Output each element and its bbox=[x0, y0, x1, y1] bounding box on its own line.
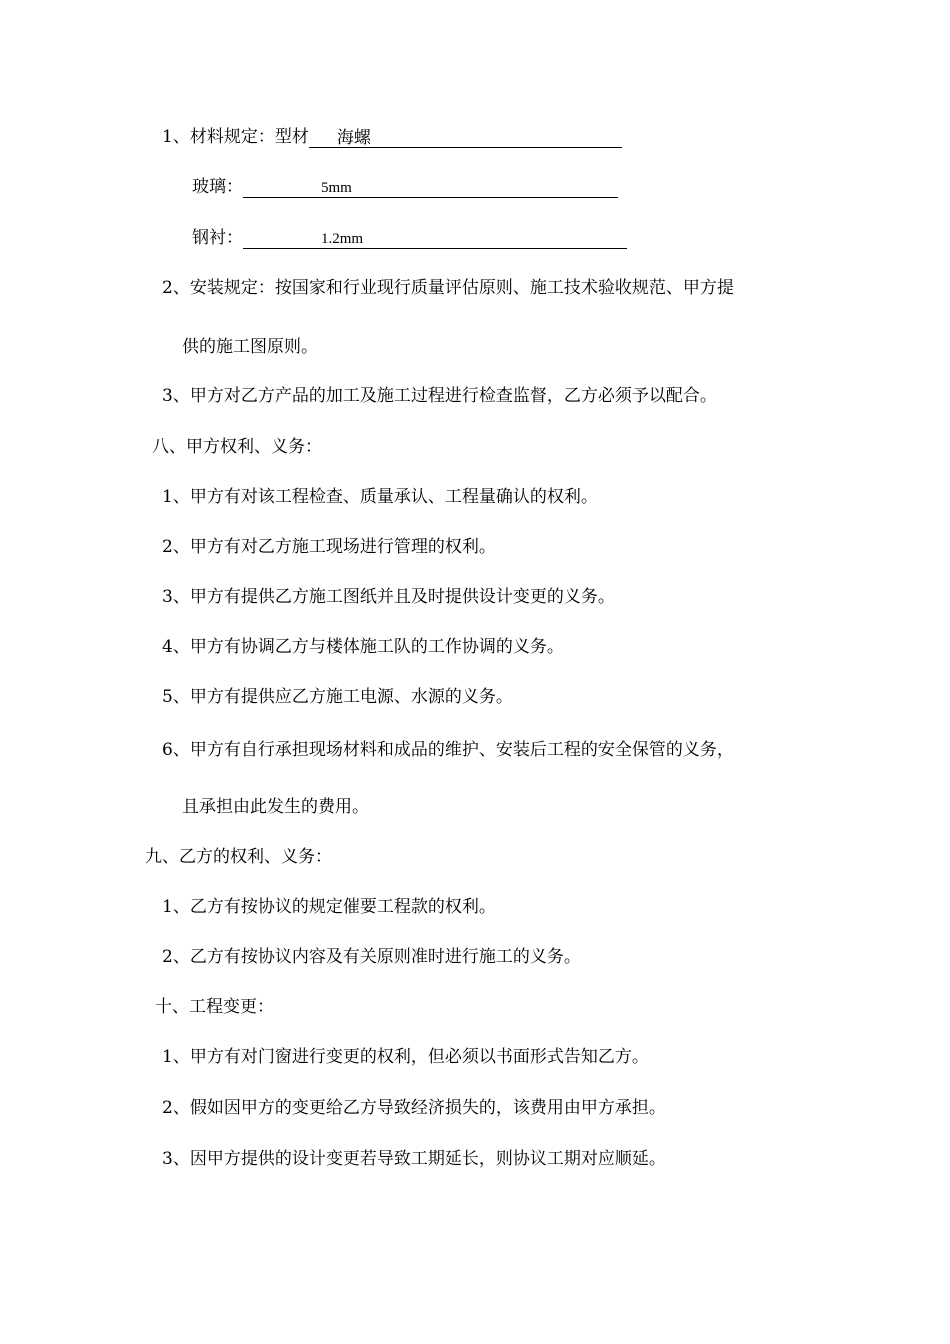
glass-line bbox=[192, 176, 618, 198]
profile-value-field bbox=[309, 127, 622, 148]
section-8-item: 5、甲方有提供应乙方施工电源、水源的义务。 bbox=[162, 687, 513, 707]
glass-label: 玻璃： bbox=[192, 177, 243, 197]
section-8-item: 3、甲方有提供乙方施工图纸并且及时提供设计变更的义务。 bbox=[162, 587, 615, 607]
glass-value-field bbox=[243, 177, 618, 198]
section-9-item: 2、乙方有按协议内容及有关原则准时进行施工的义务。 bbox=[162, 947, 581, 967]
profile-value: 海螺 bbox=[336, 128, 371, 148]
section-10-item: 2、假如因甲方的变更给乙方导致经济损失的，该费用由甲方承担。 bbox=[162, 1098, 666, 1118]
section-8-heading: 八、甲方权利、义务： bbox=[152, 437, 322, 457]
material-line bbox=[162, 126, 622, 148]
steel-value: 1.2mm bbox=[321, 231, 364, 247]
section-9-heading: 九、乙方的权利、义务： bbox=[145, 847, 332, 867]
steel-value-field bbox=[243, 228, 627, 249]
section-8-item: 2、甲方有对乙方施工现场进行管理的权利。 bbox=[162, 537, 496, 557]
section-8-item: 4、甲方有协调乙方与楼体施工队的工作协调的义务。 bbox=[162, 637, 564, 657]
glass-value: 5mm bbox=[321, 180, 352, 196]
install-item-2: 2、安装规定：按国家和行业现行质量评估原则、施工技术验收规范、甲方提 bbox=[162, 278, 734, 298]
section-8-item-6-cont: 且承担由此发生的费用。 bbox=[182, 797, 369, 817]
section-8-item: 6、甲方有自行承担现场材料和成品的维护、安装后工程的安全保管的义务， bbox=[162, 740, 734, 760]
install-item-2-cont: 供的施工图原则。 bbox=[182, 337, 318, 357]
material-label: 1、材料规定：型材 bbox=[162, 127, 309, 147]
section-9-item: 1、乙方有按协议的规定催要工程款的权利。 bbox=[162, 897, 496, 917]
section-8-item: 1、甲方有对该工程检查、质量承认、工程量确认的权利。 bbox=[162, 487, 598, 507]
steel-label: 钢衬： bbox=[192, 228, 243, 248]
install-item-3: 3、甲方对乙方产品的加工及施工过程进行检查监督，乙方必须予以配合。 bbox=[162, 386, 717, 406]
section-10-heading: 十、工程变更： bbox=[155, 997, 274, 1017]
section-10-item: 1、甲方有对门窗进行变更的权利，但必须以书面形式告知乙方。 bbox=[162, 1047, 649, 1067]
section-10-item: 3、因甲方提供的设计变更若导致工期延长，则协议工期对应顺延。 bbox=[162, 1149, 666, 1169]
steel-line bbox=[192, 227, 627, 249]
